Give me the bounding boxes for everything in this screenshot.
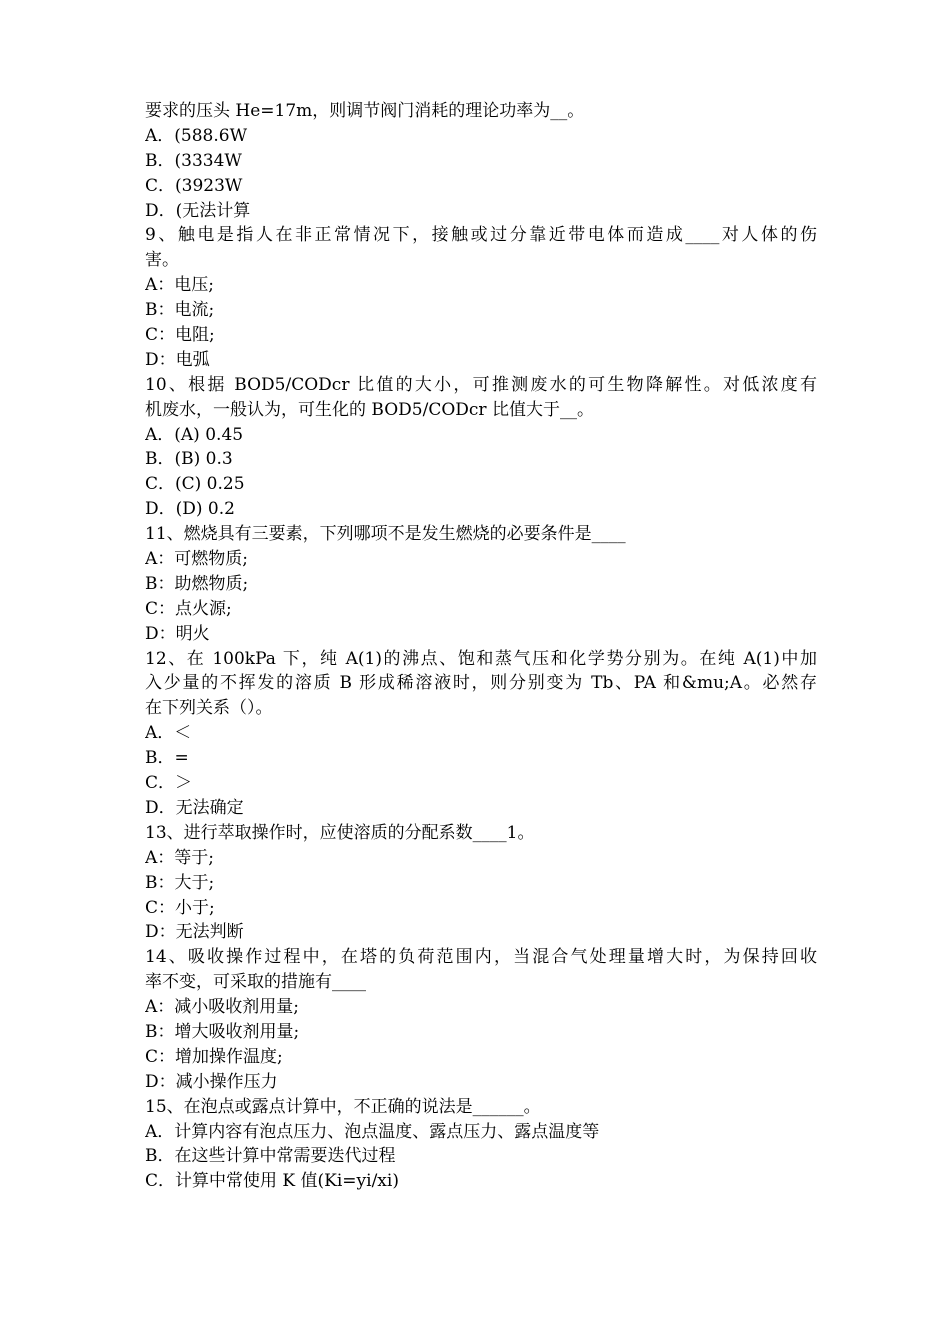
text-line: D：明火 (145, 623, 210, 644)
text-line: 要求的压头 He=17m，则调节阀门消耗的理论功率为__。 (145, 101, 585, 121)
text-line: C：小于; (145, 897, 215, 918)
text-line: B：大于; (145, 872, 215, 893)
text-line: B．(B) 0.3 (145, 449, 233, 470)
text-line: D：无法判断 (145, 922, 244, 943)
text-line: B．= (145, 748, 189, 769)
text-line: B．在这些计算中常需要迭代过程 (145, 1146, 396, 1167)
text-line: D．无法确定 (145, 797, 244, 818)
text-line: 率不变，可采取的措施有____ (145, 972, 366, 993)
text-line: C：电阻; (145, 325, 215, 346)
text-line: 入少量的不挥发的溶质 B 形成稀溶液时，则分别变为 Tb、PA 和&mu;A。必然存 (145, 673, 817, 694)
text-line: D．(D) 0.2 (145, 499, 235, 520)
text-line: B：电流; (145, 300, 215, 321)
text-line: C：点火源; (145, 598, 232, 619)
text-line: A．(588.6W (145, 125, 248, 146)
text-line: A．计算内容有泡点压力、泡点温度、露点压力、露点温度等 (145, 1121, 600, 1142)
text-line: D：电弧 (145, 349, 210, 370)
text-line: A：可燃物质; (145, 549, 249, 570)
text-line: 15、在泡点或露点计算中，不正确的说法是______。 (145, 1096, 541, 1117)
text-line: A：减小吸收剂用量; (145, 997, 300, 1018)
text-line: A：等于; (145, 847, 215, 868)
text-line: D．(无法计算 (145, 200, 251, 221)
text-line: C．(C) 0.25 (145, 474, 245, 495)
text-line: 13、进行萃取操作时，应使溶质的分配系数____1。 (145, 822, 535, 843)
text-line: C：增加操作温度; (145, 1046, 283, 1067)
text-line: 12、在 100kPa 下，纯 A(1)的沸点、饱和蒸气压和化学势分别为。在纯 A(1)中加 (145, 648, 817, 669)
text-line: A．＜ (145, 723, 192, 744)
text-line: 10、根据 BOD5/CODcr 比值的大小，可推测废水的可生物降解性。对低浓度有 (145, 374, 817, 395)
text-line: C．计算中常使用 K 值(Ki=yi/xi) (145, 1171, 399, 1192)
text-line: A．(A) 0.45 (145, 424, 244, 445)
text-line: 9、触电是指人在非正常情况下，接触或过分靠近带电体而造成____对人体的伤 (145, 225, 817, 246)
text-line: 11、燃烧具有三要素，下列哪项不是发生燃烧的必要条件是____ (145, 524, 626, 545)
text-line: B：助燃物质; (145, 573, 249, 594)
text-line: C．(3923W (145, 175, 243, 196)
text-line: B．(3334W (145, 150, 242, 171)
text-line: 14、吸收操作过程中，在塔的负荷范围内，当混合气处理量增大时，为保持回收 (145, 947, 817, 968)
text-line: 机废水，一般认为，可生化的 BOD5/CODcr 比值大于__。 (145, 399, 594, 420)
text-line: C．＞ (145, 773, 193, 794)
text-line: 在下列关系（）。 (145, 698, 273, 719)
document-body (145, 99, 817, 1194)
text-line: A：电压; (145, 275, 215, 296)
text-line: 害。 (145, 250, 179, 271)
text-line: D：减小操作压力 (145, 1071, 278, 1092)
text-line: B：增大吸收剂用量; (145, 1021, 300, 1042)
